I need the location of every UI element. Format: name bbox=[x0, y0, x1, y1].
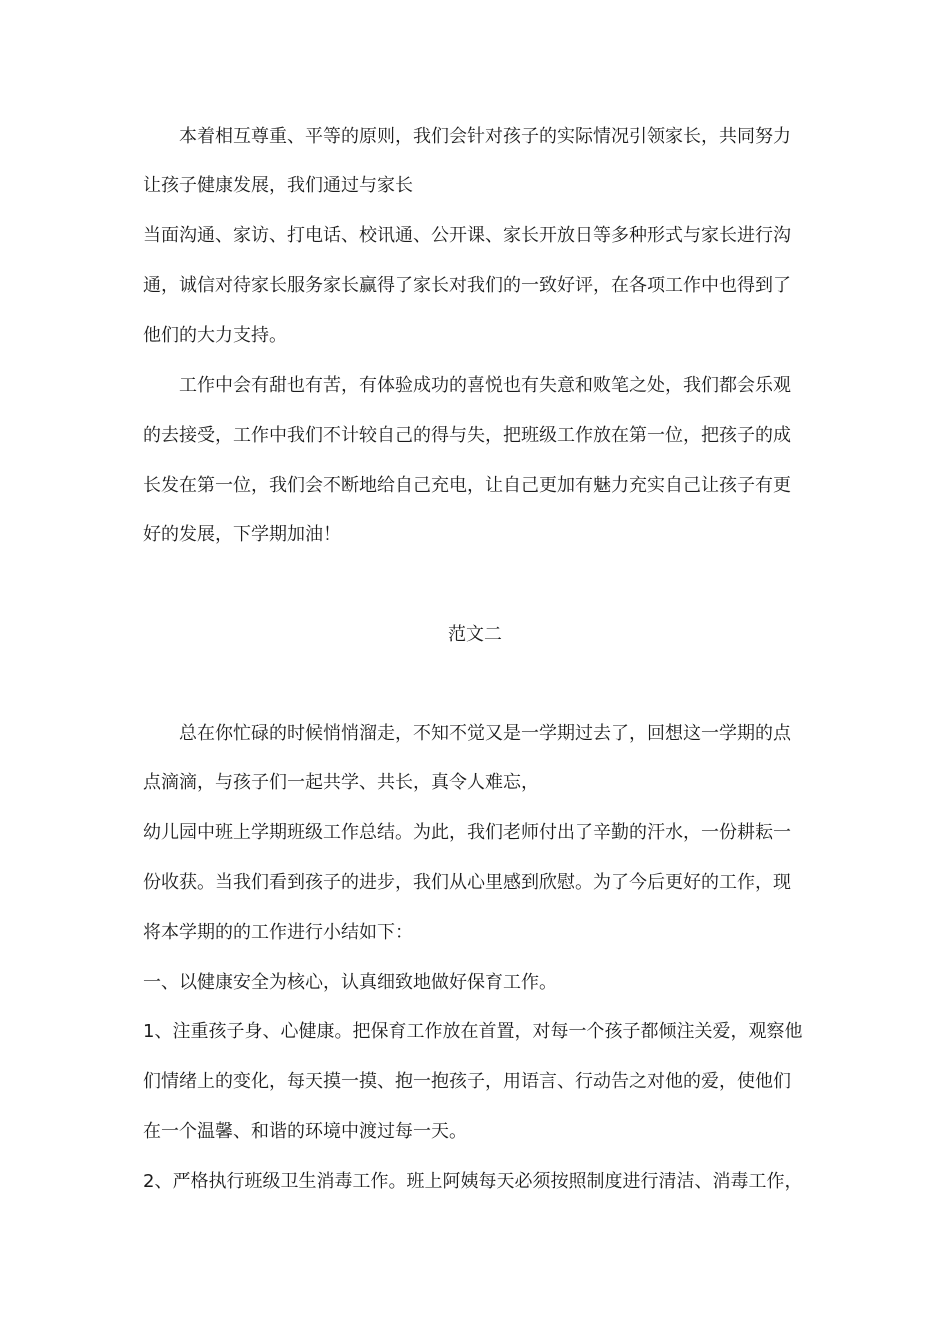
paragraph-line: 一、以健康安全为核心，认真细致地做好保育工作。 bbox=[143, 972, 557, 993]
paragraph-line: 1、注重孩子身、心健康。把保育工作放在首置，对每一个孩子都倾注关爱，观察他 bbox=[143, 1021, 803, 1042]
paragraph-line: 长发在第一位，我们会不断地给自己充电，让自己更加有魅力充实自己让孩子有更 bbox=[143, 475, 791, 496]
paragraph-line: 让孩子健康发展，我们通过与家长 bbox=[143, 175, 413, 196]
paragraph-line: 2、严格执行班级卫生消毒工作。班上阿姨每天必须按照制度进行清洁、消毒工作， bbox=[143, 1171, 803, 1192]
paragraph-line: 总在你忙碌的时候悄悄溜走，不知不觉又是一学期过去了，回想这一学期的点 bbox=[179, 723, 791, 744]
paragraph-line: 他们的大力支持。 bbox=[143, 325, 287, 346]
paragraph-line: 将本学期的的工作进行小结如下： bbox=[143, 922, 413, 943]
paragraph-line: 工作中会有甜也有苦，有体验成功的喜悦也有失意和败笔之处，我们都会乐观 bbox=[179, 375, 791, 396]
paragraph-line: 幼儿园中班上学期班级工作总结。为此，我们老师付出了辛勤的汗水，一份耕耘一 bbox=[143, 822, 791, 843]
section-heading: 范文二 bbox=[448, 624, 502, 645]
paragraph-line: 的去接受，工作中我们不计较自己的得与失，把班级工作放在第一位，把孩子的成 bbox=[143, 425, 791, 446]
paragraph-line: 份收获。当我们看到孩子的进步，我们从心里感到欣慰。为了今后更好的工作，现 bbox=[143, 872, 791, 893]
paragraph-line: 们情绪上的变化，每天摸一摸、抱一抱孩子，用语言、行动告之对他的爱，使他们 bbox=[143, 1071, 791, 1092]
paragraph-line: 当面沟通、家访、打电话、校讯通、公开课、家长开放日等多种形式与家长进行沟 bbox=[143, 225, 791, 246]
paragraph-line: 在一个温馨、和谐的环境中渡过每一天。 bbox=[143, 1121, 467, 1142]
paragraph-line: 通，诚信对待家长服务家长赢得了家长对我们的一致好评，在各项工作中也得到了 bbox=[143, 275, 791, 296]
paragraph-line: 点滴滴，与孩子们一起共学、共长，真令人难忘， bbox=[143, 772, 539, 793]
paragraph-line: 好的发展，下学期加油！ bbox=[143, 524, 341, 545]
paragraph-line: 本着相互尊重、平等的原则，我们会针对孩子的实际情况引领家长，共同努力 bbox=[179, 126, 791, 147]
